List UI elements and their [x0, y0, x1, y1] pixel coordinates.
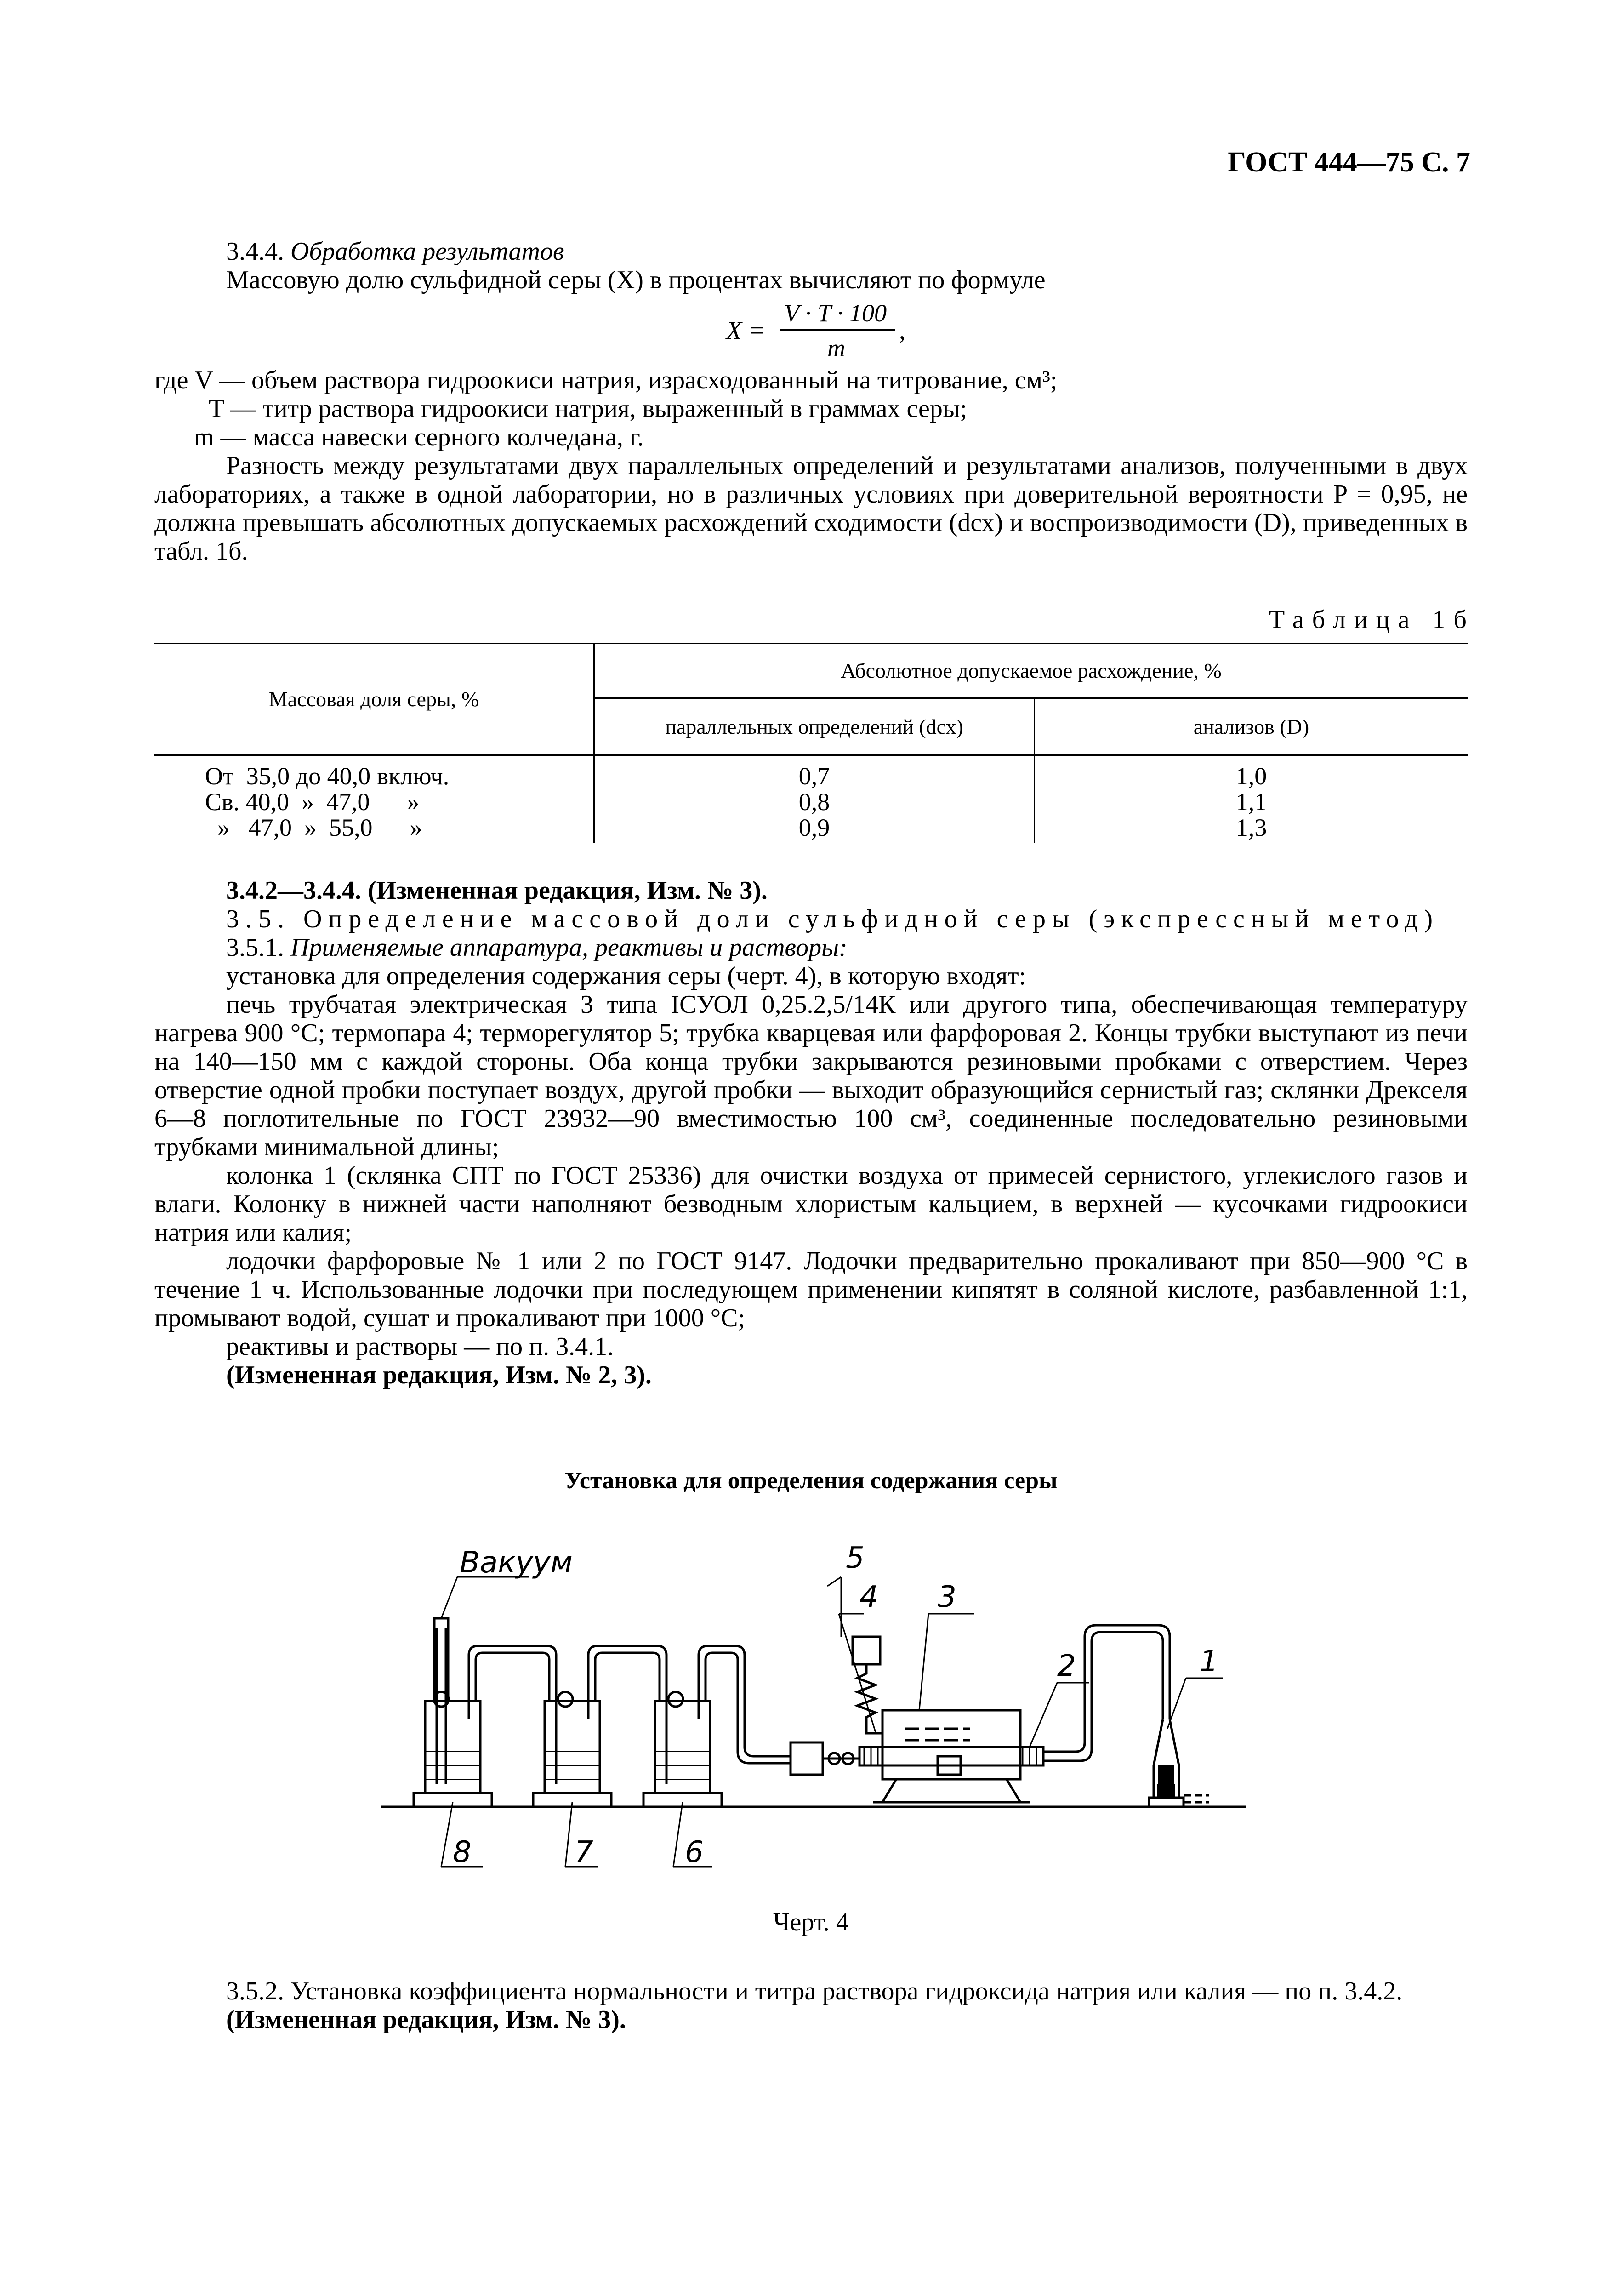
cell-range: От 35,0 до 40,0 включ.: [154, 755, 594, 789]
label-6: 6: [685, 1835, 704, 1869]
install-paragraph: установка для определения содержания серы (черт. 4), в которую входят:: [226, 962, 1026, 990]
regulator-5: [853, 1637, 880, 1664]
page-header: ГОСТ 444—75 С. 7: [1228, 147, 1470, 178]
formula-denominator: m: [827, 334, 845, 362]
furnace-paragraph: печь трубчатая электрическая 3 типа ICУОЛ 0,25.2,5/14К или другого типа, обеспечивающая температуру нагрева 900 °С; термопара 4; терморегулятор 5; трубка кварцевая или фарфоровая 2. Концы трубки выступают из печи на 140—150 мм с каждой стороны. Оба конца трубки закрываются резиновыми пробками с отверстием. Через отверстие одной пробки поступает воздух, другой пробки — выходит образующийся сернистый газ; склянки Дрекселя 6—8 поглотительные по ГОСТ 23932—90 вместимостью 100 см³, соединенные последовательно резиновыми трубками минимальной длины;: [154, 990, 1468, 1161]
fraction-bar: [780, 329, 895, 331]
connector-box: [791, 1742, 823, 1775]
formula-intro: Массовую долю сульфидной серы (X) в процентах вычисляют по формуле: [226, 266, 1046, 294]
table-row: [154, 755, 1468, 789]
table-caption: Таблица 1б: [1269, 605, 1475, 634]
label-3: 3: [938, 1580, 956, 1614]
amendment-note: (Измененная редакция, Изм. № 2, 3).: [226, 1361, 652, 1389]
legend-m: m — масса навески серного колчедана, г.: [194, 423, 644, 451]
formula: [726, 299, 956, 362]
section-title: Применяемые аппаратура, реактивы и растворы:: [290, 933, 848, 962]
label-8: 8: [453, 1835, 472, 1869]
label-4: 4: [859, 1580, 878, 1614]
cell-dcx: 0,8: [594, 789, 1035, 815]
apparatus-diagram: [377, 1508, 1273, 1894]
cell-range: » 47,0 » 55,0 »: [154, 815, 594, 843]
formula-numerator: V · T · 100: [784, 299, 887, 327]
col-header-mass: Массовая доля серы, %: [154, 644, 594, 755]
cell-dcx: 0,9: [594, 815, 1035, 843]
formula-comma: ,: [899, 316, 905, 345]
col-header-analyses: анализов (D): [1035, 698, 1468, 755]
label-7: 7: [575, 1835, 593, 1869]
furnace-3: [882, 1710, 1020, 1779]
s352-paragraph: 3.5.2. Установка коэффициента нормальности и титра раствора гидроксида натрия или калия — по п. 3.4.2.: [226, 1977, 1403, 2005]
col-header-group: Абсолютное допускаемое расхождение, %: [594, 644, 1468, 698]
reagents-paragraph: реактивы и растворы — по п. 3.4.1.: [226, 1332, 614, 1361]
formula-legend: [154, 366, 1468, 565]
cell-d: 1,0: [1235, 762, 1267, 790]
figure-caption: Черт. 4: [773, 1908, 849, 1936]
label-1: 1: [1200, 1645, 1218, 1679]
amendment-note: 3.4.2—3.4.4. (Измененная редакция, Изм. № 3).: [226, 876, 768, 905]
amendment-note: (Измененная редакция, Изм. № 3).: [226, 2005, 626, 2034]
section-3-5-title: 3.5. Определение массовой доли сульфидной серы (экспрессный метод): [226, 905, 1440, 933]
table-row: [154, 789, 1468, 815]
table-1b: [154, 643, 1468, 843]
legend-v: где V — объем раствора гидроокиси натрия, израсходованный на титрование, см³;: [154, 366, 1058, 394]
section-3-5: [154, 876, 1468, 1389]
figure-title: Установка для определения содержания серы: [564, 1468, 1058, 1494]
legend-t: T — титр раствора гидроокиси натрия, выраженный в граммах серы;: [209, 394, 968, 423]
section-number: 3.5.1.: [226, 933, 284, 962]
section-3-4-4: [154, 237, 1468, 294]
label-5: 5: [846, 1541, 865, 1575]
formula-lhs: X =: [726, 316, 766, 345]
col-header-parallel: параллельных определений (dсх): [594, 698, 1035, 755]
cell-d: 1,3: [1235, 814, 1267, 841]
cell-dcx: 0,7: [594, 755, 1035, 789]
column-paragraph: колонка 1 (склянка СПТ по ГОСТ 25336) для очистки воздуха от примесей сернистого, углекислого газов и влаги. Колонку в нижней части наполняют безводным хлористым кальцием, в верхней — кусочками гидроокиси натрия или калия;: [154, 1161, 1468, 1247]
section-title: Обработка результатов: [290, 237, 564, 266]
boats-paragraph: лодочки фарфоровые № 1 или 2 по ГОСТ 9147. Лодочки предварительно прокаливают при 850—900 °С в течение 1 ч. Использованные лодочки при последующем применении кипятят в соляной кислоте, разбавленной 1:1, промывают водой, сушат и прокаливают при 1000 °С;: [154, 1247, 1468, 1332]
cell-range: Св. 40,0 » 47,0 »: [154, 789, 594, 815]
label-2: 2: [1057, 1649, 1076, 1683]
section-number: 3.4.4.: [226, 237, 284, 266]
section-3-5-2: [154, 1977, 1468, 2034]
cell-d: 1,1: [1235, 788, 1267, 816]
tolerance-paragraph: Разность между результатами двух параллельных определений и результатами анализов, полученными в двух лабораториях, а также в одной лаборатории, но в различных условиях при доверительной вероятности P = 0,95, не должна превышать абсолютных допускаемых расхождений сходимости (dсх) и воспроизводимости (D), приведенных в табл. 1б.: [154, 451, 1468, 565]
table-row: [154, 815, 1468, 843]
label-vacuum: Вакуум: [460, 1546, 573, 1580]
